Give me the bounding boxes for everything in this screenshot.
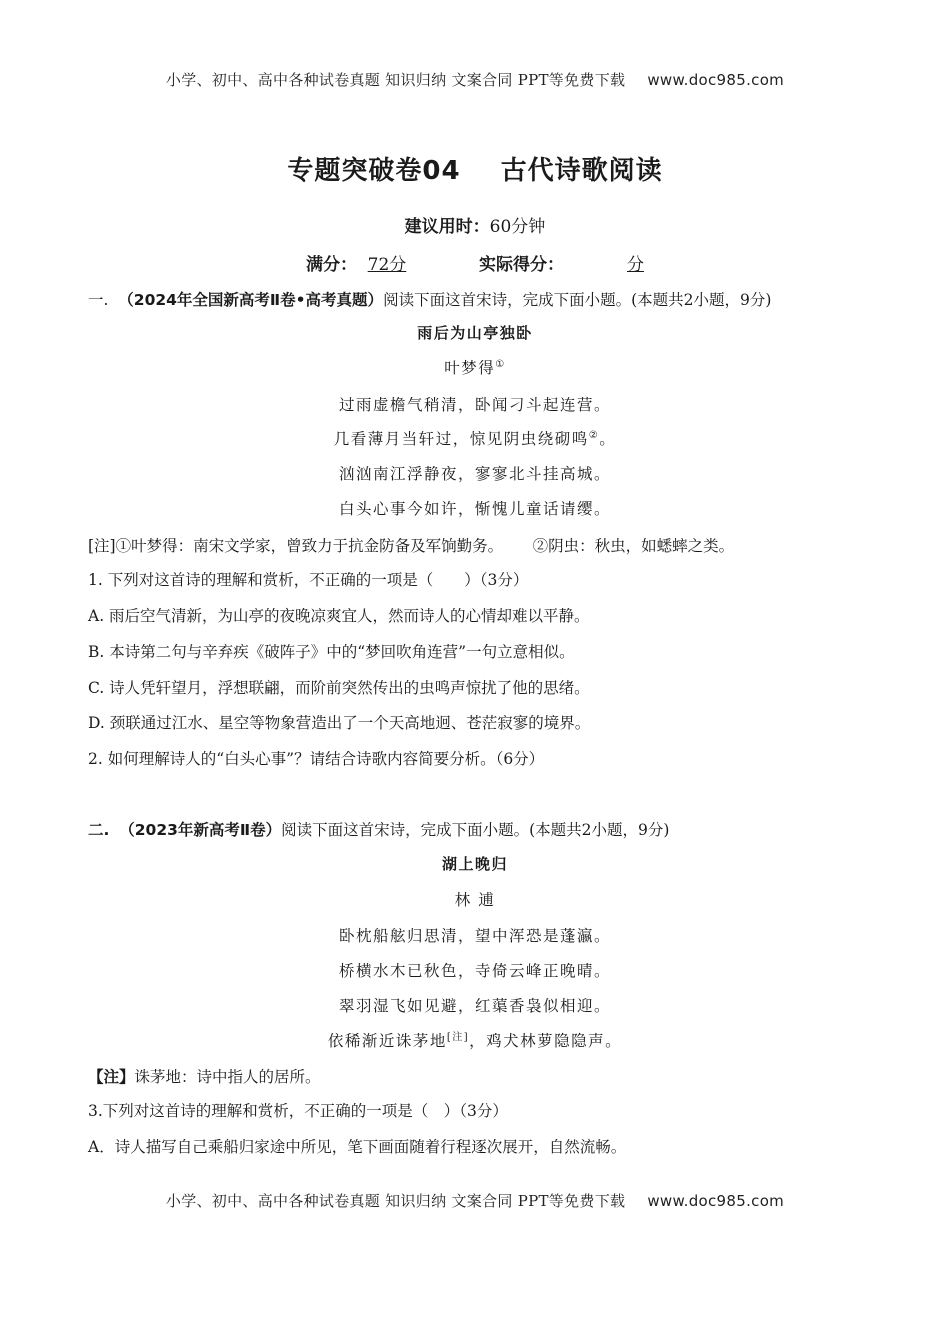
section2-heading: 二. （2023年新高考Ⅱ卷）阅读下面这首宋诗，完成下面小题。(本题共2小题，9分) (88, 821, 670, 839)
poem2-line: 依稀渐近诛茅地[注]，鸡犬林萝隐隐声。 (327, 1032, 623, 1051)
actual-score-label: 实际得分： (479, 255, 564, 275)
banner-text: 小学、初中、高中各种试卷真题 知识归纳 文案合同 PPT等免费下载 (165, 1192, 626, 1210)
section1-intro: 阅读下面这首宋诗，完成下面小题。(本题共2小题，9分) (383, 291, 772, 309)
poem1-line: 几看薄月当轩过，惊见阴虫绕砌鸣②。 (333, 429, 617, 448)
suggested-time (0, 212, 950, 237)
section2-source: （2023年新高考Ⅱ卷） (119, 821, 282, 839)
question-2: 2. 如何理解诗人的“白头心事”？请结合诗歌内容简要分析。（6分） (88, 750, 545, 768)
q1-option-a: A. 雨后空气清新，为山亭的夜晚凉爽宜人，然而诗人的心情却难以平静。 (88, 607, 590, 625)
score-line (0, 250, 950, 275)
poem1-line: 白头心事今如许，惭愧儿童话请缨。 (338, 500, 611, 518)
poem1-title: 雨后为山亭独卧 (417, 324, 533, 342)
poem2-line: 桥横水木已秋色，寺倚云峰正晚晴。 (338, 962, 611, 980)
poem2-note: 【注】诛茅地：诗中指人的居所。 (88, 1068, 321, 1086)
section1-source: （2024年全国新高考Ⅱ卷•高考真题） (118, 291, 384, 309)
banner-text: 小学、初中、高中各种试卷真题 知识归纳 文案合同 PPT等免费下载 (165, 71, 626, 89)
full-score-label: 满分： (306, 255, 357, 275)
poem1-line: 过雨虚檐气稍清，卧闻刁斗起连营。 (338, 396, 611, 414)
banner-site-link[interactable]: www.doc985.com (647, 1192, 785, 1210)
time-value: 60分钟 (489, 217, 546, 237)
question-3: 3.下列对这首诗的理解和赏析，不正确的一项是（ ）（3分） (88, 1102, 508, 1120)
footer-banner (0, 1190, 950, 1211)
title-right: 古代诗歌阅读 (500, 156, 663, 186)
page-title (0, 150, 950, 187)
title-left: 专题突破卷04 (287, 156, 461, 186)
q1-option-d: D. 颈联通过江水、星空等物象营造出了一个天高地迥、苍茫寂寥的境界。 (88, 714, 591, 732)
q1-option-c: C. 诗人凭轩望月，浮想联翩，而阶前突然传出的虫鸣声惊扰了他的思绪。 (88, 679, 590, 697)
poem2-title: 湖上晚归 (441, 855, 508, 873)
q3-option-a: A．诗人描写自己乘船归家途中所见，笔下画面随着行程逐次展开，自然流畅。 (88, 1138, 627, 1156)
section2-intro: 阅读下面这首宋诗，完成下面小题。(本题共2小题，9分) (281, 821, 670, 839)
poem2-author: 林 逋 (454, 891, 496, 909)
actual-score-field[interactable]: 分 (627, 255, 644, 275)
header-banner (0, 69, 950, 90)
time-label: 建议用时： (404, 217, 490, 237)
q1-option-b: B. 本诗第二句与辛弃疾《破阵子》中的“梦回吹角连营”一句立意相似。 (88, 643, 575, 661)
section1-heading: 一. （2024年全国新高考Ⅱ卷•高考真题）阅读下面这首宋诗，完成下面小题。(本题共2小题，9分) (88, 291, 772, 309)
poem2-line: 卧枕船舷归思清，望中浑恐是蓬瀛。 (338, 927, 611, 945)
poem1-line: 汹汹南江浮静夜，寥寥北斗挂高城。 (338, 465, 611, 483)
full-score-value: 72分 (367, 255, 407, 275)
poem1-author: 叶梦得① (444, 358, 506, 377)
question-1: 1. 下列对这首诗的理解和赏析，不正确的一项是（ ）（3分） (88, 571, 529, 589)
poem1-note: [注]①叶梦得：南宋文学家，曾致力于抗金防备及军饷勤务。 ②阴虫：秋虫，如蟋蟀之类。 (88, 537, 735, 555)
banner-site-link[interactable]: www.doc985.com (647, 71, 785, 89)
poem2-line: 翠羽湿飞如见避，红蕖香袅似相迎。 (338, 997, 611, 1015)
